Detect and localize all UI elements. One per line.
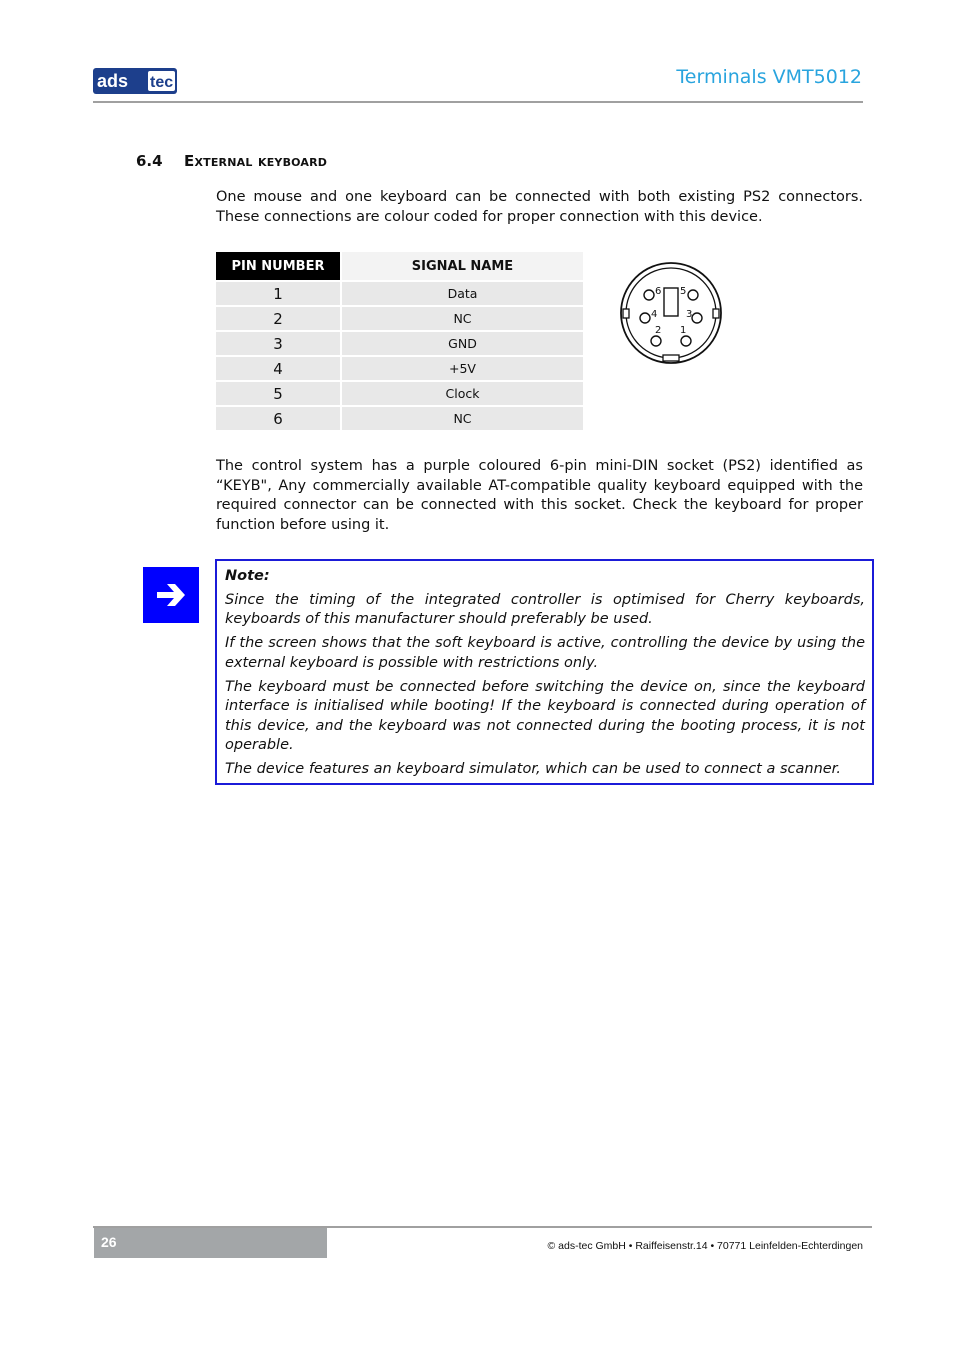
note-paragraph: If the screen shows that the soft keyboard is active, controlling the device by using the external keyboard is possible with restrictions only. [225,635,865,671]
pin-label-2: 2 [655,325,662,336]
section-title: External keyboard [184,152,328,170]
pin-cell: 3 [216,330,340,355]
note-heading: Note: [225,568,270,584]
ads-tec-logo [93,68,177,94]
pin-label-4: 4 [651,309,658,320]
pin-label-6: 6 [655,286,662,297]
intro-paragraph: One mouse and one keyboard can be connected with both existing PS2 connectors. These connections are colour coded for proper connection with this device. [216,189,863,225]
signal-cell: Data [340,280,583,305]
table-row [216,280,583,305]
header-divider [93,101,863,103]
arrow-right-icon [143,567,199,623]
pin-cell: 4 [216,355,340,380]
note-paragraph: The device features an keyboard simulator, which can be used to connect a scanner. [225,761,841,777]
body-paragraph: The control system has a purple coloured 6-pin mini-DIN socket (PS2) identified as “KEYB", Any commercially available AT-compatible quality keyboard equipped with the required connector can be connected with this socket. Check the keyboard for proper function before using it. [216,458,863,533]
pin-label-1: 1 [680,325,687,336]
signal-cell: NC [340,305,583,330]
table-row [216,355,583,380]
pin-cell: 6 [216,405,340,430]
footer-copyright: © ads-tec GmbH • Raiffeisenstr.14 • 70771 Leinfelden-Echterdingen [547,1240,863,1252]
header-signal-name: SIGNAL NAME [340,252,583,280]
page-number: 26 [101,1234,117,1250]
table-row [216,305,583,330]
note-paragraph: The keyboard must be connected before switching the device on, since the keyboard interface is initialised while booting! If the keyboard is connected during operation of this device, and the keyboard was not connected during the booting process, it is not operable. [225,678,865,753]
signal-cell: Clock [340,380,583,405]
pin-assignment-table [216,252,583,430]
signal-cell: +5V [340,355,583,380]
pin-label-3: 3 [686,309,693,320]
note-box [215,559,874,785]
table-row [216,330,583,355]
mini-din-connector-diagram [618,260,724,366]
table-row [216,380,583,405]
page-number-bar [94,1228,327,1258]
header-pin-number: PIN NUMBER [216,252,340,280]
signal-cell: NC [340,405,583,430]
pin-cell: 2 [216,305,340,330]
signal-cell: GND [340,330,583,355]
document-title: Terminals VMT5012 [676,66,862,88]
table-header-row [216,252,583,280]
section-number: 6.4 [136,152,163,170]
table-row [216,405,583,430]
pin-label-5: 5 [680,286,687,297]
pin-cell: 5 [216,380,340,405]
note-paragraph: Since the timing of the integrated controller is optimised for Cherry keyboards, keyboards of this manufacturer should preferably be used. [225,591,865,627]
pin-cell: 1 [216,280,340,305]
logo-text-ads: ads [97,71,129,91]
logo-text-tec: tec [150,74,174,91]
note-callout-icon [143,567,199,623]
